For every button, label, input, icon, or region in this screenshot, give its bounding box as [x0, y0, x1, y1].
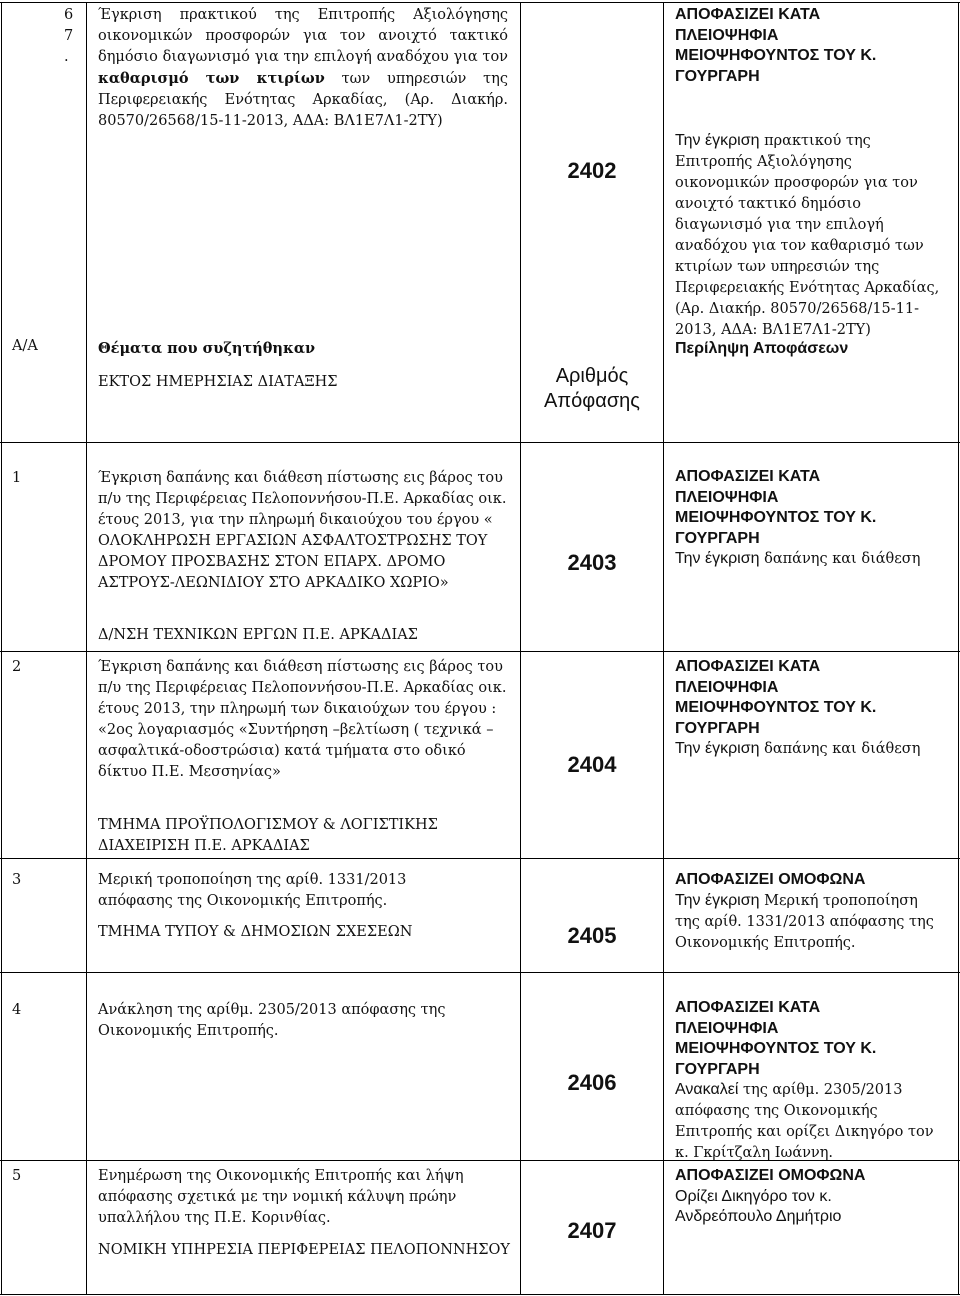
col-header-number: Αριθμός Απόφασης [544, 365, 640, 412]
row-summary-1 [675, 467, 947, 570]
decision-number-2407: 2407 [567, 1218, 617, 1243]
row-summary-2-text: δαπάνης και διάθεση [759, 741, 921, 757]
col-header-aa: Α/Α [12, 338, 38, 354]
row-summary-5-line1: Ορίζει Δικηγόρο τον κ. [675, 1187, 832, 1205]
summary-top-body [675, 131, 947, 341]
row-summary-4-text: της αρίθμ. 2305/2013 απόφασης της Οικονομικής Επιτροπής και ορίζει Δικηγόρο τον κ. Γκρίτζαλη Ιωάννη. [675, 1082, 934, 1161]
row-summary-2 [675, 657, 947, 760]
summary-top-text: πρακτικού της Επιτροπής Αξιολόγησης οικονομικών προσφορών για τον ανοιχτό τακτικό δημόσιο διαγωνισμό για την επιλογή αναδόχου για τον καθαρισμό των κτιρίων των υπηρεσιών της Περιφερειακής Ενότητας Αρκαδίας, (Αρ. Διακήρ. 80570/26568/15-11-2013, ΑΔΑ: ΒΛ1Ε7Λ1-2ΤΥ) [675, 133, 940, 338]
decision-number-2403: 2403 [567, 550, 617, 575]
summary-top [675, 5, 947, 341]
row-summary-2-body [675, 739, 947, 760]
rule-row2-bottom [0, 858, 960, 859]
rule-right [958, 2, 959, 1295]
row-subject-4: Ανάκληση της αρίθμ. 2305/2013 απόφασης της Οικονομικής Επιτροπής. [98, 1002, 446, 1039]
row-summary-1-text: δαπάνης και διάθεση [759, 551, 921, 567]
rule-header-bottom [0, 442, 960, 443]
summary-top-head: ΑΠΟΦΑΣΙΖΕΙ ΚΑΤΑ ΠΛΕΙΟΨΗΦΙΑ ΜΕΙΟΨΗΦΟΥΝΤΟΣ ΤΟΥ Κ. ΓΟΥΡΓΑΡΗ [675, 6, 877, 85]
row-aa-1: 1 [12, 470, 22, 486]
rule-col1 [86, 2, 87, 1295]
col-header-topics: Θέματα που συζητήθηκαν [98, 340, 316, 357]
row-summary-3 [675, 870, 947, 954]
decision-number-2406: 2406 [567, 1070, 617, 1095]
topic-top [98, 5, 508, 132]
row-aa-4: 4 [12, 1002, 22, 1018]
rule-row3-bottom [0, 972, 960, 973]
rule-row1-bottom [0, 651, 960, 652]
row-summary-3-body [675, 891, 947, 954]
rule-col2 [520, 2, 521, 1295]
row-summary-4-lead: Ανακαλεί [675, 1081, 739, 1098]
row-summary-5 [675, 1166, 947, 1228]
row-subject-3: Μερική τροποποίηση της αρίθ. 1331/2013 απόφασης της Οικονομικής Επιτροπής. [98, 872, 407, 909]
decision-number-2402: 2402 [567, 158, 617, 183]
row-summary-4 [675, 998, 947, 1164]
row-summary-3-head: ΑΠΟΦΑΣΙΖΕΙ ΟΜΟΦΩΝΑ [675, 871, 866, 888]
row-service-2: ΤΜΗΜΑ ΠΡΟΫΠΟΛΟΓΙΣΜΟΥ & ΛΟΓΙΣΤΙΚΗΣ ΔΙΑΧΕΙΡΙΣΗ Π.Ε. ΑΡΚΑΔΙΑΣ [98, 817, 438, 854]
row-aa-5: 5 [12, 1168, 22, 1184]
row-summary-1-head: ΑΠΟΦΑΣΙΖΕΙ ΚΑΤΑ ΠΛΕΙΟΨΗΦΙΑ ΜΕΙΟΨΗΦΟΥΝΤΟΣ ΤΟΥ Κ. ΓΟΥΡΓΑΡΗ [675, 468, 877, 547]
row-service-3: ΤΜΗΜΑ ΤΥΠΟΥ & ΔΗΜΟΣΙΩΝ ΣΧΕΣΕΩΝ [98, 924, 413, 940]
row-summary-1-body [675, 549, 947, 570]
row-summary-3-lead: Την έγκριση [675, 891, 760, 909]
topic-top-bold: καθαρισμό των κτιρίων [98, 70, 325, 87]
row-summary-4-body [675, 1080, 947, 1164]
row-aa-3: 3 [12, 872, 22, 888]
row-summary-3-text: Μερική τροποποίηση της αρίθ. 1331/2013 απόφασης της Οικονομικής Επιτροπής. [675, 892, 934, 951]
row-aa-2: 2 [12, 659, 22, 675]
topic-top-post: των υπηρεσιών της Περιφερειακής Ενότητας Αρκαδίας, (Αρ. Διακήρ. 80570/26568/15-11-2013, ΑΔΑ: ΒΛ1Ε7Λ1-2ΤΥ) [98, 71, 508, 129]
row-subject-2: Έγκριση δαπάνης και διάθεση πίστωσης εις βάρος του π/υ της Περιφέρειας Πελοποννήσου-Π.Ε. Αρκαδίας οικ. έτους 2013, την πληρωμή των δικαιούχων του έργου : «2ος λογαριασμός «Συντήρηση –βελτίωση ( τεχνικά –ασφαλτικά-οδοστρώσια) κατά τμήματα στο οδικό δίκτυο Π.Ε. Μεσσηνίας» [98, 659, 507, 780]
rule-bottom [0, 1294, 960, 1295]
row-summary-4-head: ΑΠΟΦΑΣΙΖΕΙ ΚΑΤΑ ΠΛΕΙΟΨΗΦΙΑ ΜΕΙΟΨΗΦΟΥΝΤΟΣ ΤΟΥ Κ. ΓΟΥΡΓΑΡΗ [675, 999, 877, 1078]
col-header-summary: Περίληψη Αποφάσεων [675, 340, 849, 357]
decision-number-2405: 2405 [567, 923, 617, 948]
row-summary-2-head: ΑΠΟΦΑΣΙΖΕΙ ΚΑΤΑ ΠΛΕΙΟΨΗΦΙΑ ΜΕΙΟΨΗΦΟΥΝΤΟΣ ΤΟΥ Κ. ΓΟΥΡΓΑΡΗ [675, 658, 877, 737]
summary-top-lead: Την έγκριση [675, 132, 760, 149]
rule-top [0, 2, 960, 3]
row-subject-5: Ενημέρωση της Οικονομικής Επιτροπής και λήψη απόφασης σχετικά με την νομική κάλυψη πρώην υπαλλήλου της Π.Ε. Κορινθίας. [98, 1168, 464, 1226]
row-service-1: Δ/ΝΣΗ ΤΕΧΝΙΚΩΝ ΕΡΓΩΝ Π.Ε. ΑΡΚΑΔΙΑΣ [98, 627, 418, 643]
row-summary-5-line2: Ανδρεόπουλο Δημήτριο [675, 1208, 842, 1225]
row-service-5: ΝΟΜΙΚΗ ΥΠΗΡΕΣΙΑ ΠΕΡΙΦΕΡΕΙΑΣ ΠΕΛΟΠΟΝΝΗΣΟΥ [98, 1242, 510, 1258]
aa-cell-top: 6 7 . [64, 7, 74, 65]
row-summary-5-head: ΑΠΟΦΑΣΙΖΕΙ ΟΜΟΦΩΝΑ [675, 1167, 866, 1184]
topic-top-pre: Έγκριση πρακτικού της Επιτροπής Αξιολόγησης οικονομικών προσφορών για τον ανοιχτό τακτικό δημόσιο διαγωνισμό για την επιλογή αναδόχου για τον [98, 7, 508, 65]
rule-col3 [663, 2, 664, 1295]
decision-number-2404: 2404 [567, 752, 617, 777]
row-subject-1: Έγκριση δαπάνης και διάθεση πίστωσης εις βάρος του π/υ της Περιφέρειας Πελοποννήσου-Π.Ε. Αρκαδίας οικ. έτους 2013, για την πληρωμή δικαιούχου του έργου « ΟΛΟΚΛΗΡΩΣΗ ΕΡΓΑΣΙΩΝ ΑΣΦΑΛΤΟΣΤΡΩΣΗΣ ΤΟΥ ΔΡΟΜΟΥ ΠΡΟΣΒΑΣΗΣ ΣΤΟΝ ΕΠΑΡΧ. ΔΡΟΜΟ ΑΣΤΡΟΥΣ-ΛΕΩΝΙΔΙΟΥ ΣΤΟ ΑΡΚΑΔΙΚΟ ΧΩΡΙΟ» [98, 470, 507, 591]
section-label: ΕΚΤΟΣ ΗΜΕΡΗΣΙΑΣ ΔΙΑΤΑΞΗΣ [98, 374, 338, 390]
row-summary-2-lead: Την έγκριση [675, 740, 760, 757]
row-summary-1-lead: Την έγκριση [675, 550, 760, 567]
rule-left [1, 2, 2, 1295]
